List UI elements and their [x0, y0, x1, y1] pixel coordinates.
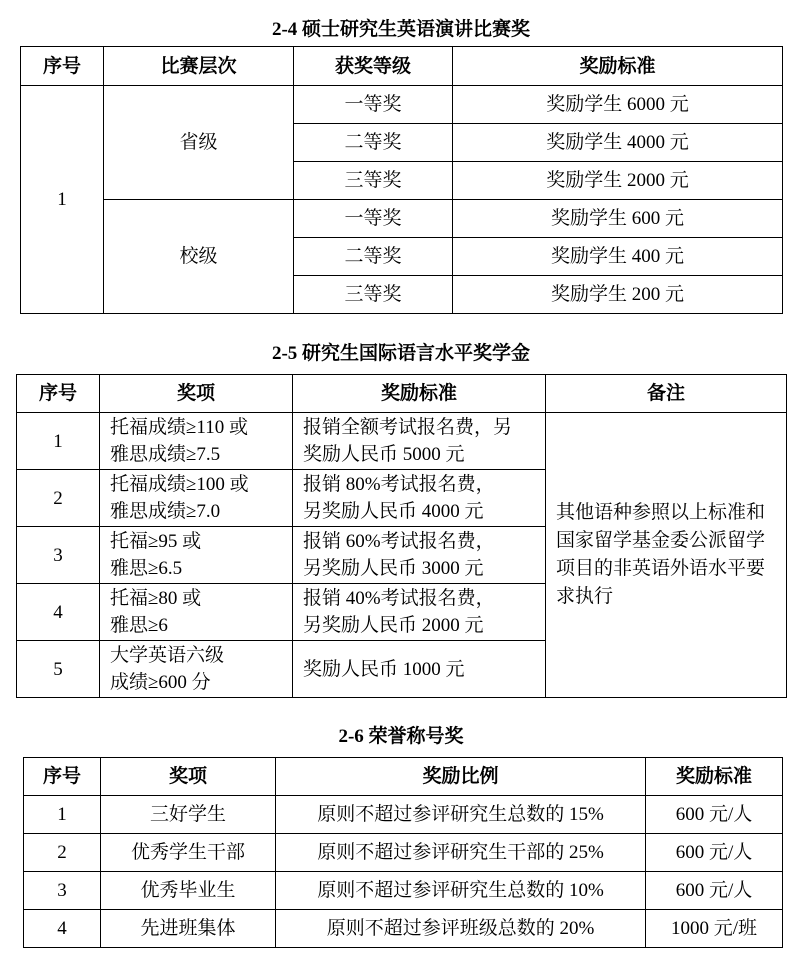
cell-line: 另奖励人民币 3000 元	[303, 558, 484, 579]
cell-line: 托福成绩≥110 或	[110, 417, 248, 438]
index-cell: 2	[17, 470, 100, 527]
header-row	[21, 47, 783, 86]
cell-line: 报销 60%考试报名费，	[303, 531, 495, 552]
item-cell	[100, 470, 293, 527]
reward-cell: 奖励学生 600 元	[453, 200, 783, 238]
reward-cell: 奖励学生 2000 元	[453, 162, 783, 200]
table-row	[24, 834, 783, 872]
table-2-4-title: 2-4 硕士研究生英语演讲比赛奖	[271, 19, 531, 40]
honor-title-award-table	[23, 757, 783, 948]
column-header: 备注	[546, 375, 787, 413]
reward-cell: 奖励学生 6000 元	[453, 86, 783, 124]
reward-cell: 1000 元/班	[646, 910, 783, 948]
column-header: 奖励标准	[453, 47, 783, 86]
cell-line: 奖励人民币 1000 元	[303, 658, 465, 680]
english-speech-award-table	[20, 46, 783, 314]
reward-cell	[293, 413, 546, 470]
header-row	[17, 375, 787, 413]
reward-cell: 奖励学生 400 元	[453, 238, 783, 276]
column-header: 比赛层次	[104, 47, 294, 86]
cell-line: 雅思≥6.5	[110, 558, 183, 579]
column-header: 序号	[21, 47, 104, 86]
level-cell: 省级	[104, 86, 294, 200]
column-header: 奖励标准	[293, 375, 546, 413]
cell-line: 大学英语六级	[110, 645, 225, 666]
cell-line: 报销 40%考试报名费，	[303, 588, 495, 609]
item-cell	[100, 584, 293, 641]
index-cell: 4	[24, 910, 101, 948]
item-cell: 优秀毕业生	[101, 872, 276, 910]
reward-cell	[293, 527, 546, 584]
table-row	[17, 413, 787, 470]
cell-line: 另奖励人民币 2000 元	[303, 615, 484, 636]
cell-line: 雅思≥6	[110, 615, 168, 636]
column-header: 奖项	[101, 758, 276, 796]
cell-line: 托福≥80 或	[110, 588, 202, 609]
index-cell: 3	[17, 527, 100, 584]
reward-cell: 600 元/人	[646, 796, 783, 834]
reward-cell: 600 元/人	[646, 872, 783, 910]
cell-line: 报销 80%考试报名费，	[303, 474, 495, 495]
table-row	[21, 200, 783, 238]
reward-cell: 奖励学生 200 元	[453, 276, 783, 314]
cell-line: 雅思成绩≥7.0	[110, 501, 221, 522]
item-cell: 三好学生	[101, 796, 276, 834]
ratio-cell: 原则不超过参评班级总数的 20%	[276, 910, 646, 948]
reward-cell	[293, 641, 546, 698]
item-cell: 优秀学生干部	[101, 834, 276, 872]
cell-line: 成绩≥600 分	[110, 672, 211, 693]
table-row	[24, 796, 783, 834]
column-header: 获奖等级	[294, 47, 453, 86]
grade-cell: 三等奖	[294, 162, 453, 200]
reward-cell	[293, 584, 546, 641]
language-scholarship-table	[16, 374, 787, 698]
item-cell	[100, 413, 293, 470]
table-2-6-title: 2-6 荣誉称号奖	[338, 726, 464, 747]
ratio-cell: 原则不超过参评研究生总数的 10%	[276, 872, 646, 910]
column-header: 奖励比例	[276, 758, 646, 796]
level-cell: 校级	[104, 200, 294, 314]
table-row	[21, 86, 783, 124]
index-cell: 1	[21, 86, 104, 314]
index-cell: 1	[17, 413, 100, 470]
grade-cell: 二等奖	[294, 238, 453, 276]
table-row	[24, 910, 783, 948]
grade-cell: 三等奖	[294, 276, 453, 314]
cell-line: 报销全额考试报名费，另	[303, 417, 513, 438]
table-row	[24, 872, 783, 910]
ratio-cell: 原则不超过参评研究生干部的 25%	[276, 834, 646, 872]
cell-line: 雅思成绩≥7.5	[110, 444, 221, 465]
ratio-cell: 原则不超过参评研究生总数的 15%	[276, 796, 646, 834]
reward-cell: 600 元/人	[646, 834, 783, 872]
reward-cell: 奖励学生 4000 元	[453, 124, 783, 162]
item-cell	[100, 527, 293, 584]
column-header: 奖项	[100, 375, 293, 413]
column-header: 序号	[24, 758, 101, 796]
cell-line: 奖励人民币 5000 元	[303, 444, 465, 465]
reward-cell	[293, 470, 546, 527]
grade-cell: 一等奖	[294, 200, 453, 238]
cell-line: 另奖励人民币 4000 元	[303, 501, 484, 522]
cell-line: 托福≥95 或	[110, 531, 202, 552]
table-2-5-title: 2-5 研究生国际语言水平奖学金	[271, 343, 531, 364]
index-cell: 4	[17, 584, 100, 641]
grade-cell: 二等奖	[294, 124, 453, 162]
header-row	[24, 758, 783, 796]
index-cell: 2	[24, 834, 101, 872]
note-cell: 其他语种参照以上标准和国家留学基金委公派留学项目的非英语外语水平要求执行	[546, 413, 787, 698]
index-cell: 5	[17, 641, 100, 698]
item-cell	[100, 641, 293, 698]
item-cell: 先进班集体	[101, 910, 276, 948]
grade-cell: 一等奖	[294, 86, 453, 124]
column-header: 序号	[17, 375, 100, 413]
index-cell: 1	[24, 796, 101, 834]
cell-line: 托福成绩≥100 或	[110, 474, 249, 495]
index-cell: 3	[24, 872, 101, 910]
column-header: 奖励标准	[646, 758, 783, 796]
